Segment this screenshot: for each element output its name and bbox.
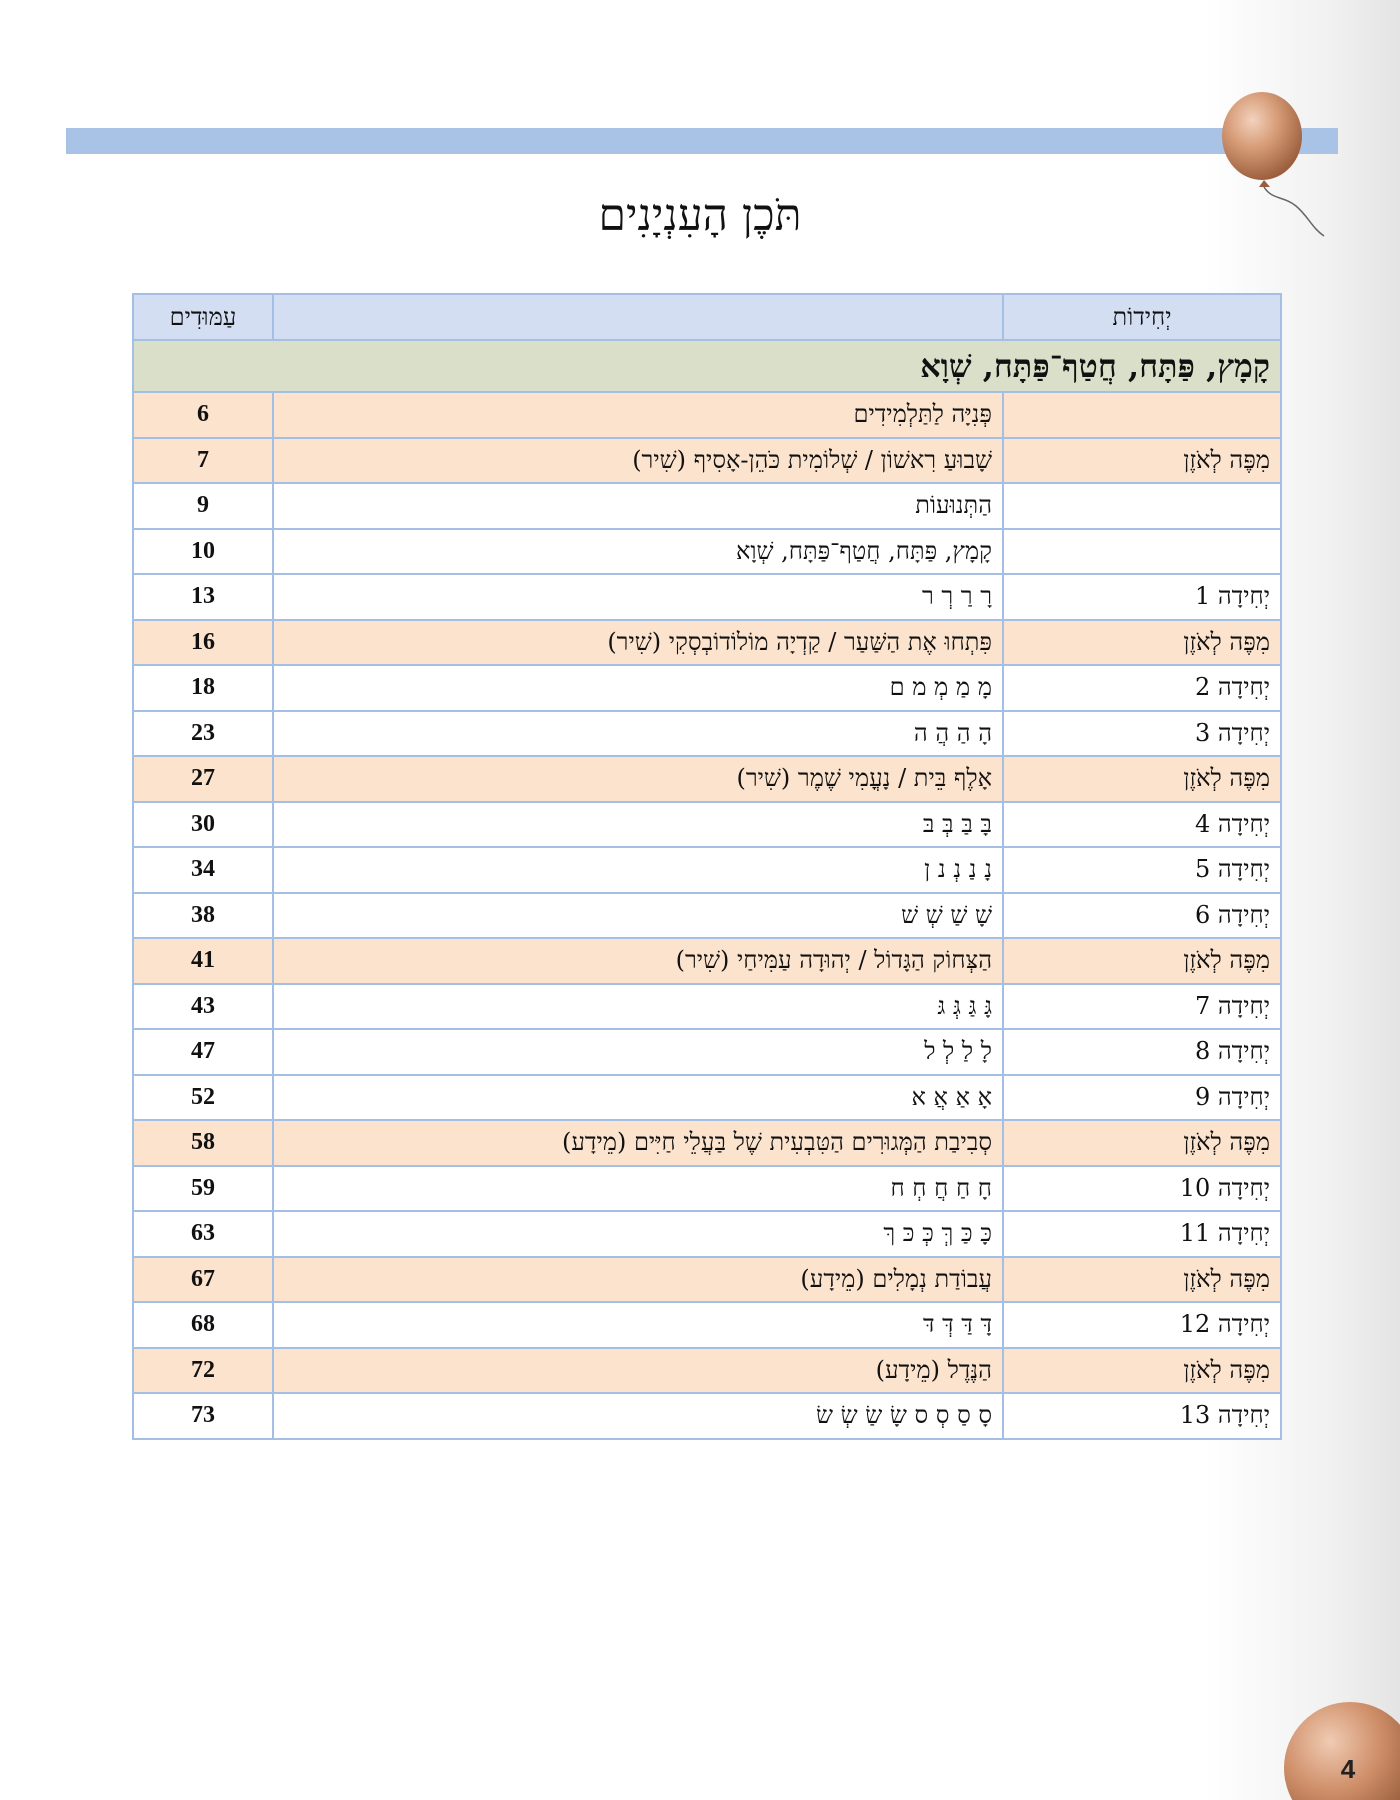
unit-cell: מִפֶּה לְאֹזֶן [1003,1257,1281,1303]
topic-cell: אָ אַ אֲ א [273,1075,1003,1121]
table-row [133,1120,1281,1166]
page-number-cell: 72 [133,1348,273,1394]
topic-cell: רָ רַ רְ ר [273,574,1003,620]
page-number-cell: 23 [133,711,273,757]
page-title: תֹּכֶן הָעִנְיָנִים [598,190,802,241]
page-number-cell: 47 [133,1029,273,1075]
topic-cell: פְּנִיָּה לַתַּלְמִידִים [273,392,1003,438]
unit-cell: יְחִידָה 9 [1003,1075,1281,1121]
page-number: 4 [1340,1754,1356,1784]
page-number-cell: 41 [133,938,273,984]
page-number-cell: 38 [133,893,273,939]
page-number-cell: 10 [133,529,273,575]
topic-cell: בָּ בַּ בְּ בּ [273,802,1003,848]
topic-cell: עֲבוֹדַת נְמָלִים (מֵידָע) [273,1257,1003,1303]
unit-cell: יְחִידָה 1 [1003,574,1281,620]
page-number-cell: 59 [133,1166,273,1212]
unit-cell: מִפֶּה לְאֹזֶן [1003,620,1281,666]
topic-cell: מָ מַ מְ מ ם [273,665,1003,711]
unit-cell: יְחִידָה 11 [1003,1211,1281,1257]
table-row [133,1029,1281,1075]
table-row [133,574,1281,620]
topic-cell: פִּתְחוּ אֶת הַשַּׁעַר / קַדְיָה מוֹלוֹדוֹבְסְקִי (שִׁיר) [273,620,1003,666]
unit-cell: מִפֶּה לְאֹזֶן [1003,1348,1281,1394]
topic-cell: דָּ דַּ דְּ דּ [273,1302,1003,1348]
unit-cell [1003,529,1281,575]
table-row [133,984,1281,1030]
table-row [133,1211,1281,1257]
page-number-cell: 43 [133,984,273,1030]
topic-cell: לָ לַ לְ ל [273,1029,1003,1075]
table-row [133,711,1281,757]
topic-cell: הַצְּחוֹק הַגָּדוֹל / יְהוּדָה עַמִּיחַי (שִׁיר) [273,938,1003,984]
unit-cell [1003,392,1281,438]
table-row [133,893,1281,939]
header-topic [273,294,1003,340]
unit-cell: יְחִידָה 8 [1003,1029,1281,1075]
unit-cell: יְחִידָה 4 [1003,802,1281,848]
unit-cell: יְחִידָה 7 [1003,984,1281,1030]
topic-cell: הַתְּנוּעוֹת [273,483,1003,529]
topic-cell: גָּ גַּ גְּ גּ [273,984,1003,1030]
table-row [133,1393,1281,1439]
topic-cell: אָלֶף בֵּית / נָעֳמִי שֶׁמֶר (שִׁיר) [273,756,1003,802]
table-row [133,1257,1281,1303]
page-number-cell: 27 [133,756,273,802]
topic-cell: כָּ כַּ ךְּ כְּ כּ ךּ [273,1211,1003,1257]
table-row [133,1075,1281,1121]
page-number-cell: 9 [133,483,273,529]
table-row [133,1348,1281,1394]
unit-cell: מִפֶּה לְאֹזֶן [1003,756,1281,802]
topic-cell: נָ נַ נְ נ ן [273,847,1003,893]
table-row [133,483,1281,529]
unit-cell: מִפֶּה לְאֹזֶן [1003,438,1281,484]
unit-cell: יְחִידָה 5 [1003,847,1281,893]
table-row [133,620,1281,666]
page-number-cell: 18 [133,665,273,711]
page-number-cell: 13 [133,574,273,620]
header-units: יְחִידוֹת [1003,294,1281,340]
table-of-contents [132,293,1282,1440]
page-number-cell: 67 [133,1257,273,1303]
table-row [133,847,1281,893]
table-header-row [133,294,1281,340]
unit-cell: יְחִידָה 3 [1003,711,1281,757]
table-row [133,438,1281,484]
page-number-cell: 16 [133,620,273,666]
table-row [133,802,1281,848]
topic-cell: הַנֶּדֶל (מֵידָע) [273,1348,1003,1394]
page-number-cell: 63 [133,1211,273,1257]
section-heading: קָמָץ, פַּתָּח, חֲטַף־פַּתָּח, שְׁוָא [133,340,1281,392]
table-row [133,756,1281,802]
topic-cell: קָמָץ, פַּתָּח, חֲטַף־פַּתָּח, שְׁוָא [273,529,1003,575]
unit-cell: יְחִידָה 6 [1003,893,1281,939]
topic-cell: חָ חַ חֲ חְ ח [273,1166,1003,1212]
table-row [133,938,1281,984]
page-number-cell: 30 [133,802,273,848]
section-heading-row [133,340,1281,392]
topic-cell: שָׁ שַׁ שְׁ שׁ [273,893,1003,939]
top-decorative-bar [66,128,1338,154]
unit-cell: יְחִידָה 13 [1003,1393,1281,1439]
unit-cell: יְחִידָה 10 [1003,1166,1281,1212]
page-number-cell: 73 [133,1393,273,1439]
topic-cell: שָׁבוּעַ רִאשׁוֹן / שְׁלוֹמִית כֹּהֵן-אָסִיף (שִׁיר) [273,438,1003,484]
unit-cell [1003,483,1281,529]
page-number-cell: 34 [133,847,273,893]
topic-cell: הָ הַ הֲ ה [273,711,1003,757]
page-number-cell: 6 [133,392,273,438]
topic-cell: סְבִיבַת הַמְּגוּרִים הַטִּבְעִית שֶׁל בַּעֲלֵי חַיִּים (מֵידָע) [273,1120,1003,1166]
header-pages: עַמּוּדִים [133,294,273,340]
table-row [133,529,1281,575]
table-row [133,1166,1281,1212]
page-number-cell: 7 [133,438,273,484]
table-row [133,665,1281,711]
unit-cell: יְחִידָה 12 [1003,1302,1281,1348]
unit-cell: יְחִידָה 2 [1003,665,1281,711]
page-number-cell: 68 [133,1302,273,1348]
page-number-cell: 58 [133,1120,273,1166]
unit-cell: מִפֶּה לְאֹזֶן [1003,1120,1281,1166]
table-row [133,392,1281,438]
topic-cell: סָ סַ סְ ס שָׂ שַׂ שְׂ שׂ [273,1393,1003,1439]
unit-cell: מִפֶּה לְאֹזֶן [1003,938,1281,984]
table-row [133,1302,1281,1348]
page-number-cell: 52 [133,1075,273,1121]
